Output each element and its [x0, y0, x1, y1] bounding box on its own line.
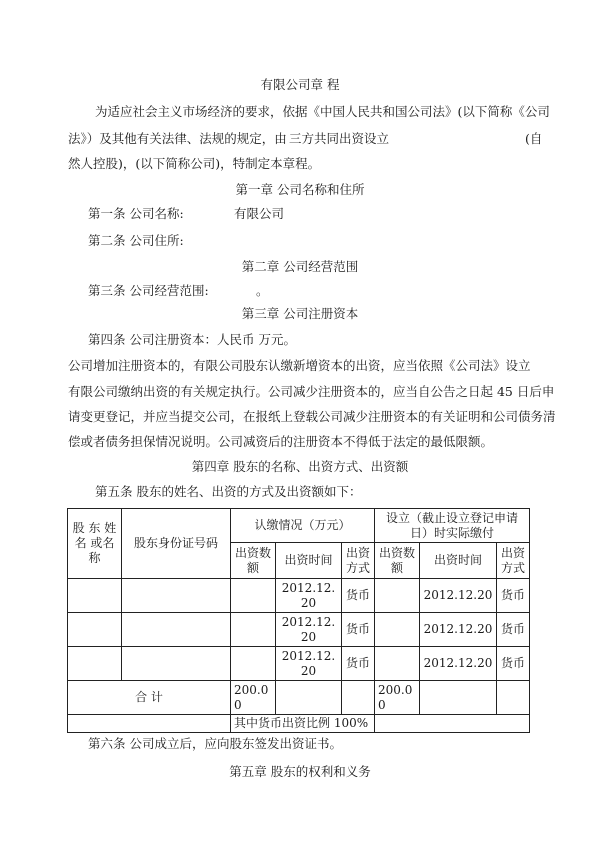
header-method: 出资方式 [342, 543, 375, 579]
row-method: 货币 [342, 613, 375, 647]
total-paid: 200.00 [375, 681, 420, 715]
header-id-number: 股东身份证号码 [122, 509, 231, 579]
chapter-2-heading: 第二章 公司经营范围 [241, 259, 359, 274]
article-1-value: 有限公司 [234, 206, 285, 221]
table-row [68, 647, 530, 681]
capital-para-line-3: 请变更登记，并应当提交公司，在报纸上登载公司减少注册资本的有关证明和公司债务清 [68, 409, 556, 424]
total-subscribed: 200.00 [231, 681, 276, 715]
shareholder-table [67, 508, 530, 733]
header-amount: 出资数额 [231, 543, 276, 579]
chapter-4-heading: 第四章 股东的名称、出资方式、出资额 [191, 459, 409, 474]
table-row [68, 579, 530, 613]
row-time: 2012.12.20 [276, 613, 342, 647]
chapter-3-heading: 第三章 公司注册资本 [241, 306, 359, 321]
row-method: 货币 [342, 647, 375, 681]
header-paid-time: 出资时间 [420, 543, 497, 579]
header-time: 出资时间 [276, 543, 342, 579]
header-paid: 设立（截止设立登记申请日）时实际缴付 [375, 509, 530, 543]
total-label: 合 计 [68, 681, 231, 715]
capital-para-line-4: 偿或者债务担保情况说明。公司减资后的注册资本不得低于法定的最低限额。 [68, 434, 494, 449]
row-paid-method: 货币 [497, 579, 530, 613]
article-3-value: 。 [256, 283, 269, 298]
header-paid-method: 出资方式 [497, 543, 530, 579]
header-shareholder-name: 股 东 姓 名 或名 称 [68, 509, 122, 579]
table-total-row [68, 681, 530, 715]
row-time: 2012.12.20 [276, 647, 342, 681]
intro-line-2a: 法》）及其他有关法律、法规的规定，由 [68, 131, 287, 146]
currency-ratio: 其中货币出资比例 100% [231, 715, 375, 733]
article-1-label: 第一条 公司名称: [88, 206, 184, 221]
capital-para-line-2: 有限公司缴纳出资的有关规定执行。公司减少注册资本的，应当自公告之日起 45 日后申 [68, 384, 555, 399]
row-time: 2012.12.20 [276, 579, 342, 613]
article-2-label: 第二条 公司住所: [88, 233, 184, 248]
table-row [68, 613, 530, 647]
row-paid-time: 2012.12.20 [420, 647, 497, 681]
chapter-5-heading: 第五章 股东的权利和义务 [229, 764, 371, 779]
row-paid-method: 货币 [497, 613, 530, 647]
chapter-1-heading: 第一章 公司名称和住所 [235, 182, 365, 197]
header-subscribed: 认缴情况（万元） [231, 509, 375, 543]
article-4: 第四条 公司注册资本：人民币 万元。 [88, 332, 296, 347]
article-5: 第五条 股东的姓名、出资的方式及出资额如下： [95, 484, 362, 499]
row-paid-time: 2012.12.20 [420, 613, 497, 647]
table-ratio-row [68, 715, 530, 733]
row-paid-time: 2012.12.20 [420, 579, 497, 613]
row-method: 货币 [342, 579, 375, 613]
row-paid-method: 货币 [497, 647, 530, 681]
intro-line-2b: 三方共同出资设立 [289, 131, 390, 146]
intro-line-1: 为适应社会主义市场经济的要求，依据《中国人民共和国公司法》(以下简称《公司 [95, 104, 550, 119]
article-3-label: 第三条 公司经营范围: [88, 283, 209, 298]
header-paid-amount: 出资数额 [375, 543, 420, 579]
table-header-row [68, 509, 530, 543]
document-title: 有限公司章 程 [260, 77, 340, 92]
intro-line-3: 然人控股)，(以下简称公司)，特制定本章程。 [68, 156, 321, 171]
article-6: 第六条 公司成立后，应向股东签发出资证书。 [88, 736, 342, 751]
capital-para-line-1: 公司增加注册资本的，有限公司股东认缴新增资本的出资，应当依照《公司法》设立 [68, 358, 531, 373]
intro-line-2c: (自 [525, 131, 543, 146]
